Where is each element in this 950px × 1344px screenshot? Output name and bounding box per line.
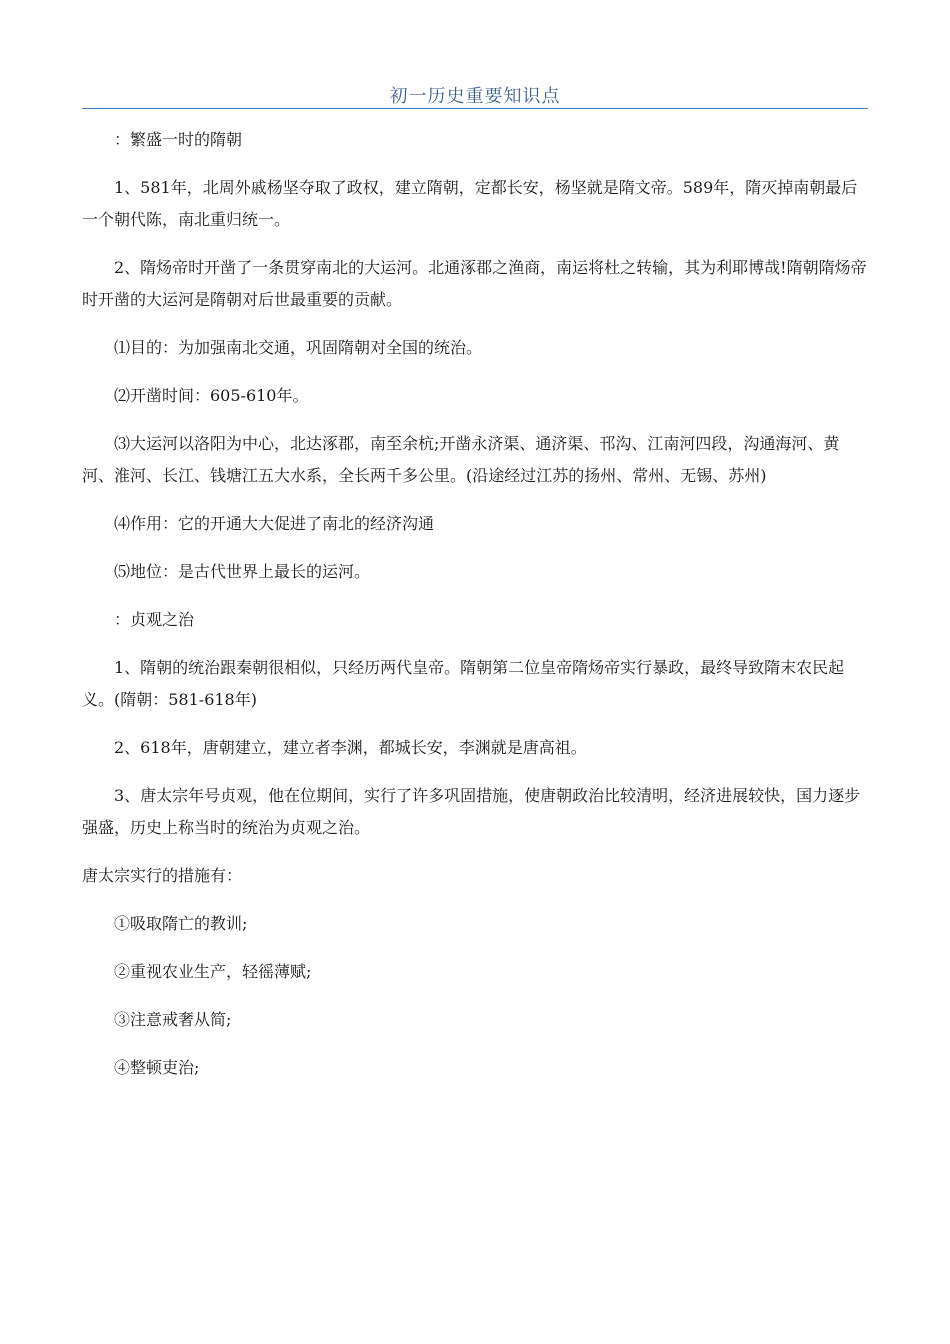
list-item: ①吸取隋亡的教训; — [114, 914, 248, 933]
list-item: ⑷作用：它的开通大大促进了南北的经济沟通 — [114, 514, 435, 533]
list-item: ⑴目的：为加强南北交通，巩固隋朝对全国的统治。 — [114, 338, 483, 357]
header-title: 初一历史重要知识点 — [389, 86, 561, 107]
list-item: ④整顿吏治; — [114, 1058, 200, 1077]
list-item: ⑸地位：是古代世界上最长的运河。 — [114, 562, 371, 581]
paragraph: 2、618年，唐朝建立，建立者李渊，都城长安，李渊就是唐高祖。 — [114, 738, 587, 757]
list-item: ③注意戒奢从简; — [114, 1010, 232, 1029]
header-divider — [82, 108, 868, 109]
list-item: ②重视农业生产，轻徭薄赋; — [114, 962, 312, 981]
section-heading-sui: ：繁盛一时的隋朝 — [114, 130, 243, 149]
paragraph: 1、581年，北周外戚杨坚夺取了政权，建立隋朝，定都长安，杨坚就是隋文帝。589年，隋灭掉南朝最后一个朝代陈，南北重归统一。 — [82, 178, 858, 229]
paragraph: 1、隋朝的统治跟秦朝很相似，只经历两代皇帝。隋朝第二位皇帝隋炀帝实行暴政，最终导致隋末农民起义。(隋朝：581-618年) — [82, 658, 845, 709]
section-heading-zhenguan: ：贞观之治 — [114, 610, 195, 629]
paragraph: 唐太宗实行的措施有： — [82, 866, 243, 885]
list-item: ⑵开凿时间：605-610年。 — [114, 386, 309, 405]
document-body — [82, 124, 870, 1100]
paragraph: 3、唐太宗年号贞观，他在位期间，实行了许多巩固措施，使唐朝政治比较清明，经济进展较快，国力逐步强盛，历史上称当时的统治为贞观之治。 — [82, 786, 861, 837]
list-item: ⑶大运河以洛阳为中心，北达涿郡，南至余杭;开凿永济渠、通济渠、邗沟、江南河四段，沟通海河、黄河、淮河、长江、钱塘江五大水系，全长两千多公里。(沿途经过江苏的扬州、常州、无锡、苏州) — [82, 434, 840, 485]
paragraph: 2、隋炀帝时开凿了一条贯穿南北的大运河。北通涿郡之渔商，南运将杜之转输，其为利耶博哉!隋朝隋炀帝时开凿的大运河是隋朝对后世最重要的贡献。 — [82, 258, 867, 309]
